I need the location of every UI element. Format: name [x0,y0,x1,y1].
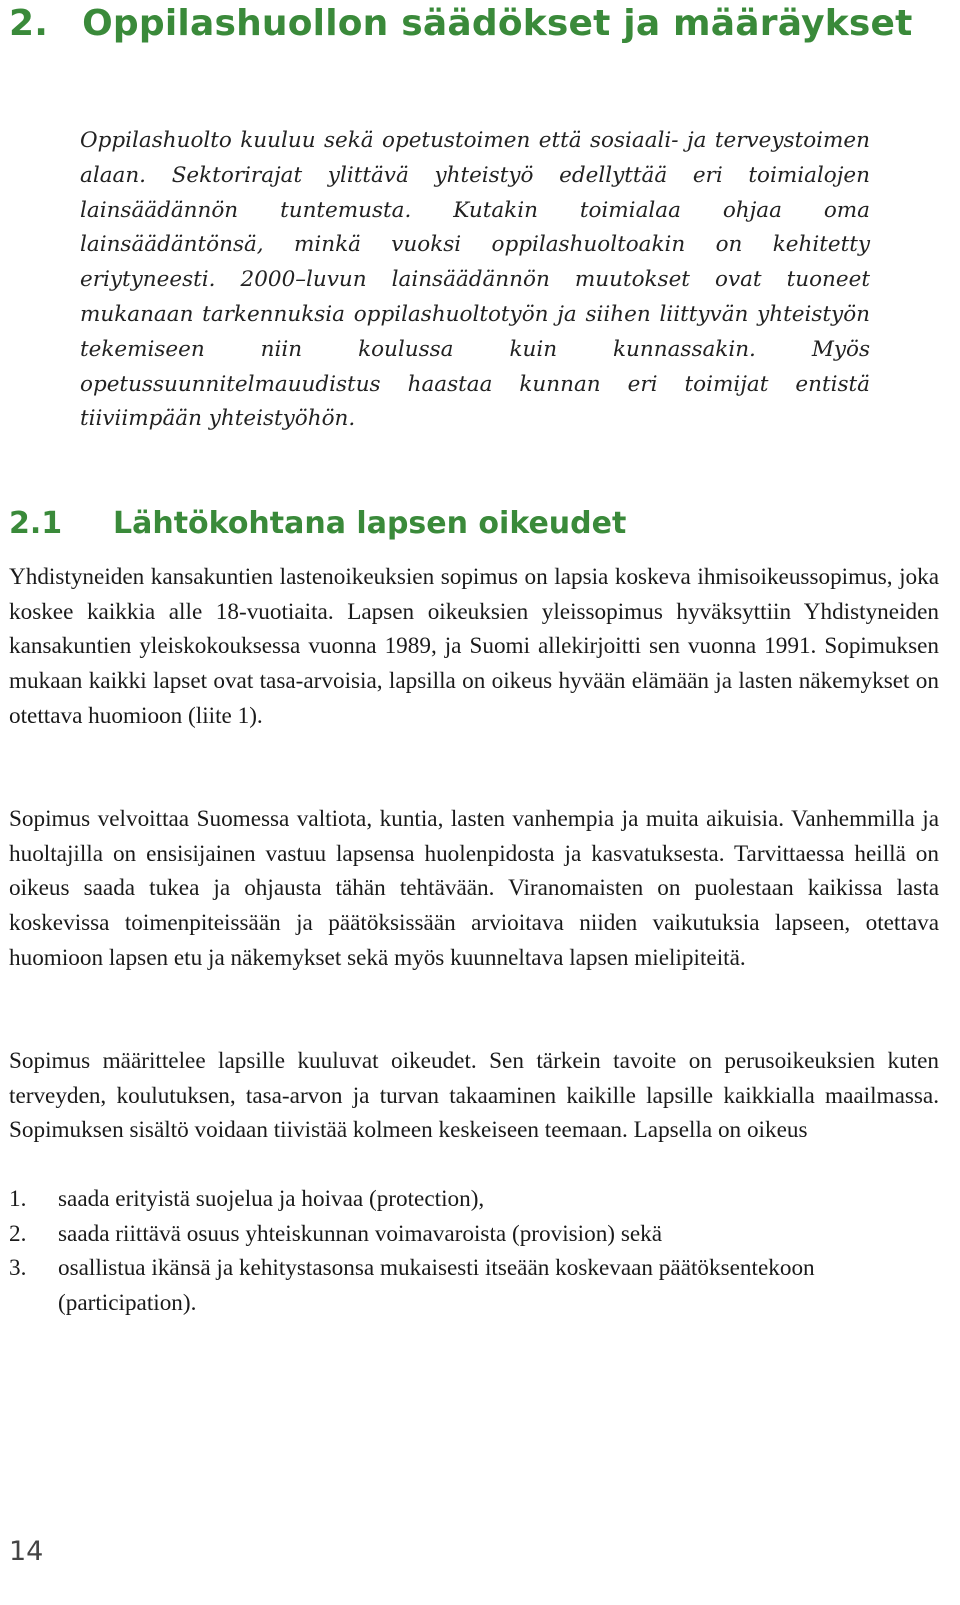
list-item [9,1182,939,1217]
rights-list [9,1182,939,1321]
list-item [9,1251,939,1320]
list-item-text: saada erityistä suojelua ja hoivaa (protection), [58,1186,485,1212]
intro-paragraph: Oppilashuolto kuuluu sekä opetustoimen että sosiaali- ja terveystoimen alaan. Sektorirajat ylittävä yhteistyö edellyttää eri toimialojen lainsäädännön tuntemusta. Kutakin toimialaa ohjaa oma lainsäädäntönsä, minkä vuoksi oppilashuoltoakin on kehitetty eriytyneesti. 2000–luvun lainsäädännön muutokset ovat tuoneet mukanaan tarkennuksia oppilashuoltotyön ja siihen liittyvän yhteistyön tekemiseen niin koulussa kuin kunnassakin. Myös opetussuunnitelmauudistus haastaa kunnan eri toimijat entistä tiiviimpään yhteistyöhön. [80,128,870,432]
list-marker: 1. [9,1186,27,1212]
chapter-number: 2. [9,3,49,44]
section-title-text: Lähtökohtana lapsen oikeudet [113,506,627,541]
section-title [9,505,626,543]
list-item-text: osallistua ikänsä ja kehitystasonsa mukaisesti itseään koskevaan päätöksentekoon (participation). [58,1255,815,1317]
list-item [9,1217,939,1252]
chapter-title [9,2,913,46]
chapter-title-text: Oppilashuollon säädökset ja määräykset [82,3,913,44]
body-paragraph: Sopimus määrittelee lapsille kuuluvat oikeudet. Sen tärkein tavoite on perusoikeuksien kuten terveyden, koulutuksen, tasa-arvon ja turvan takaaminen kaikille lapsille kaikkialla maailmassa. Sopimuksen sisältö voidaan tiivistää kolmeen keskeiseen teemaan. Lapsella on oikeus [9,1048,939,1144]
list-marker: 2. [9,1220,27,1247]
page-number: 14 [9,1536,44,1567]
list-item-text: saada riittävä osuus yhteiskunnan voimavaroista (provision) sekä [58,1220,663,1247]
body-paragraph: Yhdistyneiden kansakuntien lastenoikeuksien sopimus on lapsia koskeva ihmisoikeussopimus, joka koskee kaikkia alle 18-vuotiaita. Lapsen oikeuksien yleissopimus hyväksyttiin Yhdistyneiden kansakuntien yleiskokouksessa vuonna 1989, ja Suomi allekirjoitti sen vuonna 1991. Sopimuksen mukaan kaikki lapset ovat tasa-arvoisia, lapsilla on oikeus hyvään elämään ja lasten näkemykset on otettava huomioon (liite 1). [9,564,939,729]
section-number: 2.1 [9,506,63,541]
list-marker: 3. [9,1255,27,1282]
body-paragraph: Sopimus velvoittaa Suomessa valtiota, kuntia, lasten vanhempia ja muita aikuisia. Vanhemmilla ja huoltajilla on ensisijainen vastuu lapsensa huolenpidosta ja kasvatuksesta. Tarvittaessa heillä on oikeus saada tukea ja ohjausta tähän tehtävään. Viranomaisten on puolestaan kaikissa lasta koskevissa toimenpiteissään ja päätöksissään arvioitava niiden vaikutuksia lapseen, otettava huomioon lapsen etu ja näkemykset sekä myös kuunneltava lapsen mielipiteitä. [9,806,939,971]
